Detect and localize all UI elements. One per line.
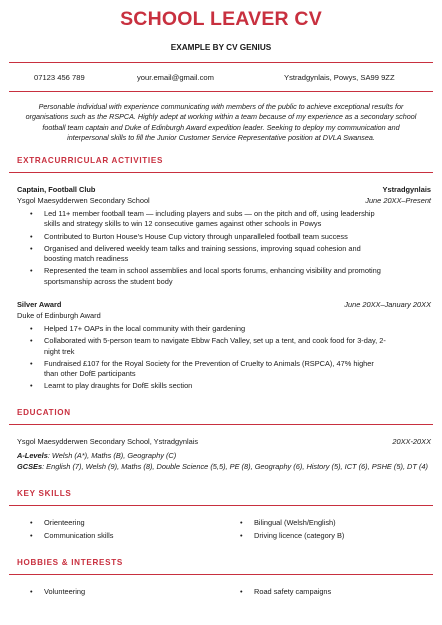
- section-heading-extracurricular: EXTRACURRICULAR ACTIVITIES: [17, 156, 164, 165]
- list-item: • Represented the team in school assemblies and local sports forums, enhancing visibility and promoting sportsmanship across the student body: [30, 266, 390, 287]
- list-item: • Orienteering: [30, 518, 180, 528]
- header-top-divider: [9, 62, 433, 63]
- skills-list-left: [30, 518, 180, 542]
- list-item: • Communication skills: [30, 531, 180, 541]
- education-a-levels: [17, 451, 431, 461]
- hobbies-list-right: [240, 587, 390, 597]
- list-item: • Led 11+ member football team — including players and subs — on the pitch and off, using leadership skills and strategy skills to win 12 consecutive games against other schools in Powys: [30, 209, 390, 230]
- list-item: • Road safety campaigns: [240, 587, 390, 597]
- list-item: • Contributed to Burton House's House Cup victory through unparalleled football team success: [30, 232, 390, 242]
- list-item: • Volunteering: [30, 587, 180, 597]
- education-school: Ysgol Maesydderwen Secondary School, Ystradgynlais: [17, 437, 199, 446]
- list-item: • Driving licence (category B): [240, 531, 390, 541]
- header-bottom-divider: [9, 91, 433, 92]
- section-heading-hobbies: HOBBIES & INTERESTS: [17, 558, 123, 567]
- gcses-grades: : English (7), Welsh (9), Maths (8), Double Science (5,5), PE (8), Geography (6), History (5), ICT (6), PSHE (5), DT (4): [42, 462, 428, 471]
- entry-role-captain: Captain, Football Club: [17, 185, 96, 194]
- list-item: • Organised and delivered weekly team talks and training sessions, improving squad cohesion and boosting match readiness: [30, 244, 390, 265]
- contact-email: your.email@gmail.com: [137, 73, 214, 82]
- entry-role-silver-award: Silver Award: [17, 300, 62, 309]
- education-dates: 20XX-20XX: [392, 437, 431, 446]
- cv-title: SCHOOL LEAVER CV: [120, 8, 322, 30]
- section-divider-hobbies: [9, 574, 433, 575]
- cv-subtitle: EXAMPLE BY CV GENIUS: [170, 43, 272, 52]
- entry-org-captain: Ysgol Maesydderwen Secondary School: [17, 196, 150, 205]
- section-divider-education: [9, 424, 433, 425]
- entry-dates-silver-award: June 20XX–January 20XX: [344, 300, 431, 309]
- list-item: • Fundraised £107 for the Royal Society for the Prevention of Cruelty to Animals (RSPCA), 47% higher than other DofE participants: [30, 359, 390, 380]
- entry-location-captain: Ystradgynlais: [382, 185, 431, 194]
- silver-award-achievements-list: [30, 324, 390, 392]
- section-heading-key-skills: KEY SKILLS: [17, 489, 72, 498]
- gcses-label: GCSEs: [17, 462, 43, 471]
- entry-dates-captain: June 20XX–Present: [365, 196, 431, 205]
- section-divider-key-skills: [9, 505, 433, 506]
- contact-location: Ystradgynlais, Powys, SA99 9ZZ: [284, 73, 395, 82]
- hobbies-list-left: [30, 587, 180, 597]
- list-item: • Learnt to play draughts for DofE skills section: [30, 381, 390, 391]
- professional-summary: Personable individual with experience communicating with members of the public to achieve exceptional results for organisations such as the RSPCA. Highly adept at working within a team because of my experience as a secondary school football team captain and Duke of Edinburgh Award expedition leader. Seeking to deploy my communication and interpersonal skills to fill the Junior Customer Service Representative position at DVLA Swansea.: [25, 102, 417, 142]
- skills-list-right: [240, 518, 390, 542]
- a-levels-label: A-Levels: [17, 451, 48, 460]
- captain-achievements-list: [30, 209, 390, 287]
- list-item: • Bilingual (Welsh/English): [240, 518, 390, 528]
- list-item: • Collaborated with 5-person team to navigate Ebbw Fach Valley, set up a tent, and cook food for 3-day, 2-night trek: [30, 336, 390, 357]
- entry-org-silver-award: Duke of Edinburgh Award: [17, 311, 101, 320]
- contact-phone: 07123 456 789: [34, 73, 85, 82]
- section-divider-extracurricular: [9, 172, 433, 173]
- a-levels-grades: : Welsh (A*), Maths (B), Geography (C): [47, 451, 177, 460]
- section-heading-education: EDUCATION: [17, 408, 71, 417]
- education-gcses: [17, 462, 435, 472]
- list-item: • Helped 17+ OAPs in the local community with their gardening: [30, 324, 390, 334]
